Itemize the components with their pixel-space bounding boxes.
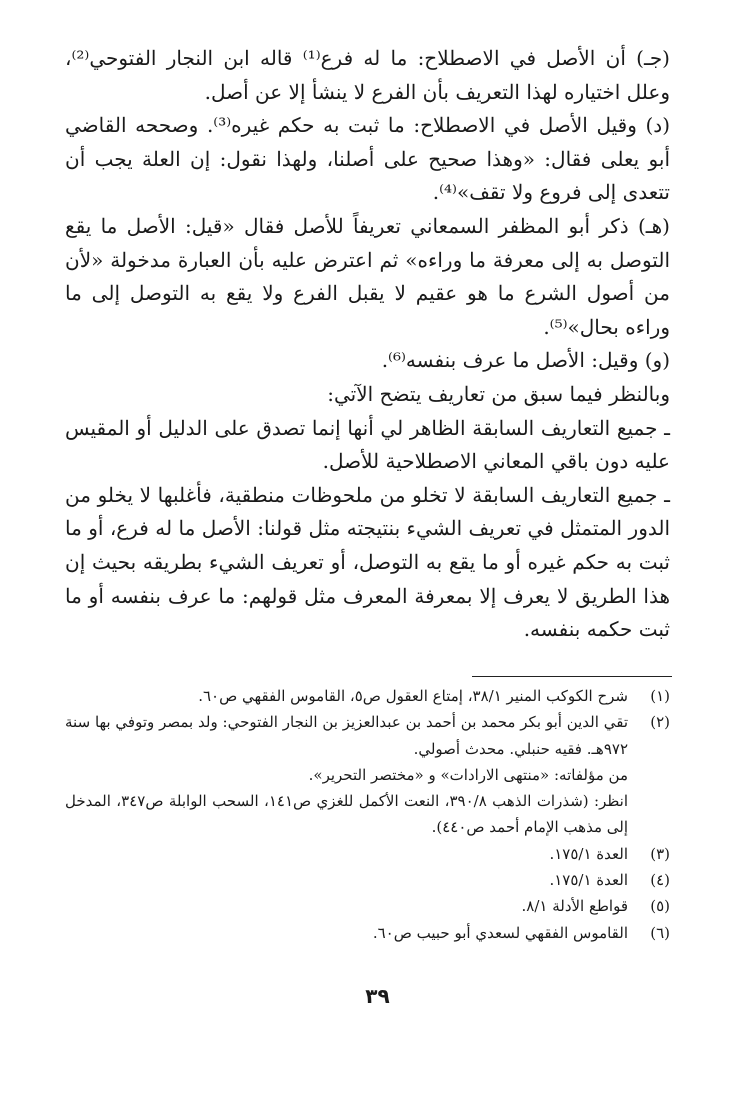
footnote [65, 867, 670, 893]
paragraph-waw: (و) وقيل: الأصل ما عرف بنفسه⁽⁶⁾. [381, 348, 670, 373]
footnote-text [65, 841, 628, 867]
footnote-divider [472, 676, 672, 677]
footnote-number: (٦) [650, 923, 670, 942]
footnote [65, 893, 670, 919]
paragraph-note-1: ـ جميع التعاريف السابقة الظاهر لي أنها إنما تصدق على الدليل أو المقيس عليه دون باقي المعاني الاصطلاحية للأصل. [65, 415, 670, 474]
footnote-text [65, 867, 628, 893]
footnote [65, 920, 670, 946]
paragraph-dal: (د) وقيل الأصل في الاصطلاح: ما ثبت به حكم غيره⁽³⁾. وصححه القاضي أبو يعلى فقال: «وهذا صحيح على أصلنا، ولهذا نقول: إن العلة يجب أن تتعدى إلى فروع ولا تقف»⁽⁴⁾. [65, 113, 670, 205]
paragraph-ha: (هـ) ذكر أبو المظفر السمعاني تعريفاً للأصل فقال «قيل: الأصل ما يقع التوصل به إلى معرفة ما وراءه» ثم اعترض عليه بأن العبارة مدخولة «لأن من أصول الشرع ما هو عقيم لا يقبل الفرع ولا يقع به التوصل إلى ما وراءه بحال»⁽⁵⁾. [65, 213, 670, 339]
footnote-text [65, 683, 628, 709]
footnote [65, 841, 670, 867]
footnote-line: العدة ١٧٥/١. [549, 871, 628, 890]
footnote-line: تقي الدين أبو بكر محمد بن أحمد بن عبدالعزيز بن النجار الفتوحي: ولد بمصر وتوفي بها سنة ٩٧٢هـ. فقيه حنبلي. محدث أصولي. [65, 713, 628, 758]
footnote-line: قواطع الأدلة ٨/١. [521, 897, 628, 916]
footnote-text [65, 920, 628, 946]
footnotes [65, 683, 670, 946]
footnote-line: انظر: (شذرات الذهب ٣٩٠/٨، النعت الأكمل للغزي ص١٤١، السحب الوابلة ص٣٤٧، المدخل إلى مذهب الإمام أحمد ص٤٤٠). [65, 792, 629, 837]
footnote [65, 683, 670, 709]
footnote-line: من مؤلفاته: «منتهى الارادات» و «مختصر التحرير». [308, 765, 628, 784]
footnote-line: شرح الكوكب المنير ٣٨/١، إمتاع العقول ص٥، القاموس الفقهي ص٦٠. [198, 687, 628, 705]
paragraph-conclusion-intro: وبالنظر فيما سبق من تعاريف يتضح الآتي: [327, 381, 670, 406]
main-text [65, 42, 670, 647]
footnote-number: (٥) [650, 897, 670, 916]
paragraph-jim: (جـ) أن الأصل في الاصطلاح: ما له فرع⁽¹⁾ قاله ابن النجار الفتوحي⁽²⁾، وعلل اختياره لهذا التعريف بأن الفرع لا ينشأ إلا عن أصل. [65, 46, 670, 104]
footnote-number: (٢) [650, 713, 670, 732]
footnote-line: القاموس الفقهي لسعدي أبو حبيب ص٦٠. [372, 923, 628, 942]
footnote-number: (٣) [650, 844, 670, 863]
footnote-text [65, 893, 628, 919]
footnote-text [65, 709, 628, 840]
paragraph-note-2: ـ جميع التعاريف السابقة لا تخلو من ملحوظات منطقية، فأغلبها لا يخلو من الدور المتمثل في تعريف الشيء بنتيجته مثل قولنا: الأصل ما له فرع، أو ما ثبت به حكم غيره أو ما يقع به التوصل، أو تعريف الشيء بطريقه بحيث إن هذا الطريق لا يعرف إلا بمعرفة المعرف مثل قولهم: ما عرف بنفسه أو ما ثبت حكمه بنفسه. [65, 482, 670, 642]
footnote-number: (١) [650, 687, 670, 705]
footnote-line: العدة ١٧٥/١. [549, 844, 628, 863]
footnote [65, 709, 670, 840]
footnote-number: (٤) [650, 871, 670, 890]
page-number: ٣٩ [365, 984, 390, 1008]
